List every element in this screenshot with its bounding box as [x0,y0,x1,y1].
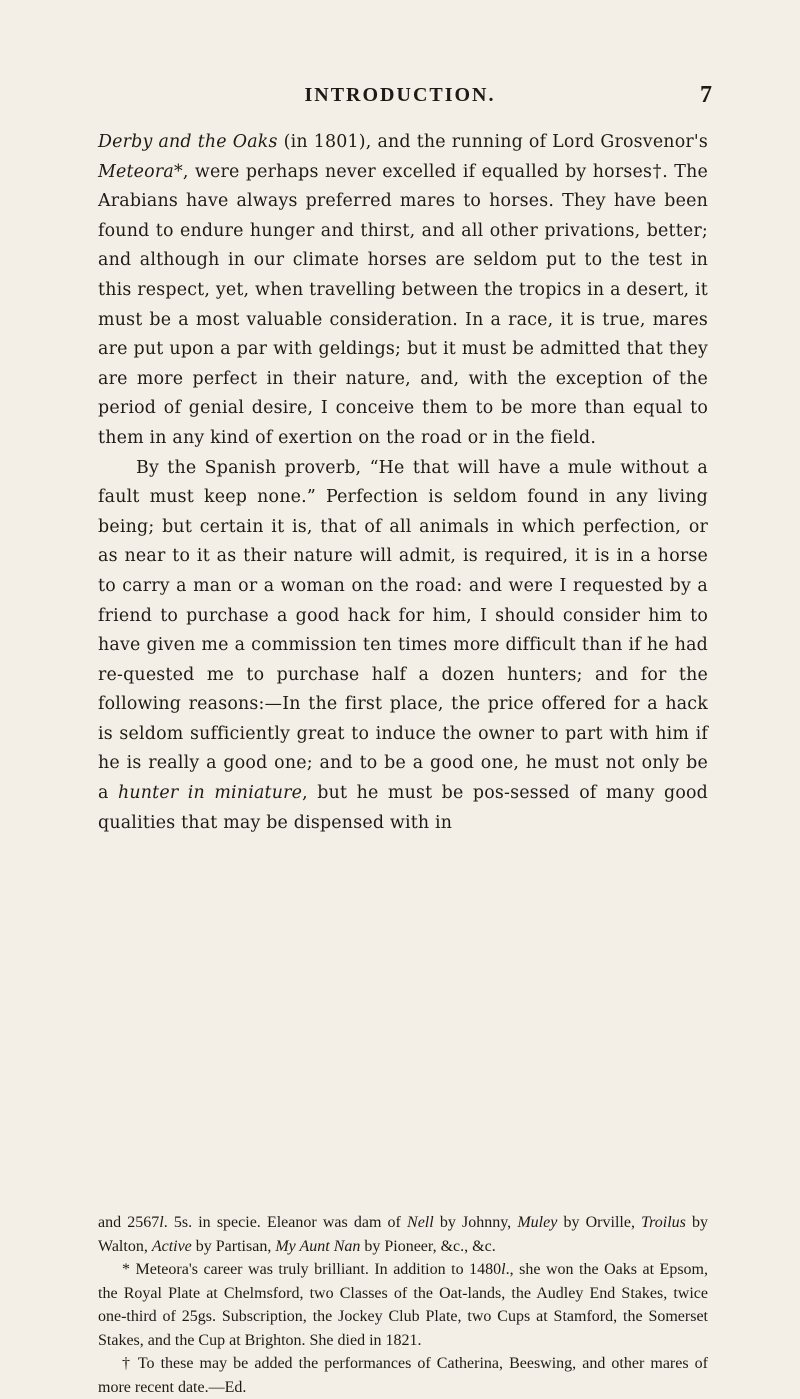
text-segment: ., she won the Oaks at Epsom, the Royal Plate at Chelmsford, two Classes of the Oat-lands, the Audley End Stakes, twice one-third of 25gs. Subscription, the Jockey Club Plate, two Cups at Stamford, the Somerset Stakes, and the Cup at Brighton. She died in 1821. [98,1261,708,1349]
text-segment: † To these may be added the performances of Catherina, Beeswing, and other mares of more recent date.—Ed. [98,1355,708,1396]
text-segment: by Johnny, [433,1214,518,1231]
text-segment: My Aunt Nan [275,1237,361,1255]
text-segment: * Meteora's career was truly brilliant. In addition to 1480 [122,1261,502,1278]
text-segment: Active [151,1237,192,1255]
text-segment: Derby and the Oaks [98,132,278,152]
running-title: INTRODUCTION. [304,84,496,106]
text-segment: . 5s. in specie. Eleanor was dam of [163,1214,408,1231]
text-segment: Muley [517,1214,558,1231]
text-segment: By the Spanish proverb, “He that will have a mule without a fault must keep none.” Perfection is seldom found in any living being; but certain it is, that of all animals in which perfection, or as near to it as their nature will admit, is required, it is in a horse to carry a man or a woman on the road: and were I requested by a friend to purchase a good hack for him, I should consider him to have given me a commission ten times more difficult than if he had re-quested me to purchase half a dozen hunters; and for the following reasons:—In the first place, the price offered for a hack is seldom sufficiently great to induce the owner to part with him if he is really a good one; and to be a good one, he must not only be a [98,457,708,804]
text-segment: (in 1801), and the running of Lord Grosvenor's [277,132,708,152]
text-segment: by Pioneer, &c., &c. [360,1237,496,1255]
body-text [98,128,708,838]
paragraph-2 [98,454,708,839]
footnote-dagger [98,1352,708,1399]
text-segment: Nell [407,1214,434,1231]
text-segment: by Orville, [557,1214,642,1231]
text-segment: Troilus [641,1214,686,1231]
text-segment: l [159,1214,164,1231]
footnotes [98,1211,708,1399]
text-segment: *, were perhaps never excelled if equalled by horses†. The Arabians have always preferred mares to horses. They have been found to endure hunger and thirst, and all other privations, better; and although in our climate horses are seldom put to the test in this respect, yet, when travelling between the tropics in a desert, it must be a most valuable consideration. In a race, it is true, mares are put upon a par with geldings; but it must be admitted that they are more perfect in their nature, and, with the exception of the period of genial desire, I conceive them to be more than equal to them in any kind of exertion on the road or in the field. [98,161,708,448]
footnote-asterisk [98,1258,708,1352]
page-number: 7 [700,82,712,108]
text-segment: Meteora [98,161,174,182]
text-segment: and 2567 [98,1214,160,1231]
text-segment: by Walton, [98,1214,709,1255]
text-segment: hunter in miniature [117,783,303,804]
text-segment: by Partisan, [191,1237,276,1255]
text-segment: l [501,1261,506,1278]
text-segment: , but he must be pos-sessed of many good qualities that may be dispensed with in [98,783,709,833]
page-header [0,84,800,114]
footnote-continuation [98,1211,708,1258]
paragraph-1 [98,128,708,454]
